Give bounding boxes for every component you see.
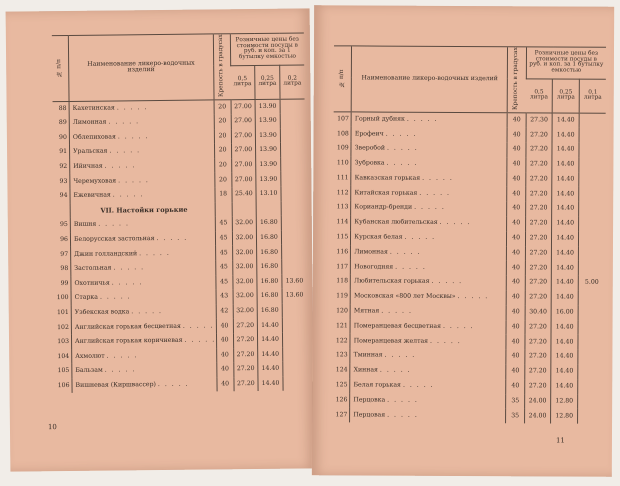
price-vol1: 27.20 [233,347,258,362]
table-row [333,156,605,172]
price-vol1: 32.00 [232,216,257,231]
product-name: Курская белая . . . . . [351,230,507,246]
page-number-left: 10 [47,423,57,432]
product-name: Старка . . . . . [71,290,216,306]
product-name: Лимонная . . . . . [69,114,214,130]
product-name: Застольная . . . . . [71,260,216,276]
strength-value: 20 [214,173,231,188]
price-vol2: 14.40 [551,320,578,335]
price-vol3 [579,217,605,232]
price-vol2: 14.40 [552,172,579,187]
price-vol3 [578,246,604,261]
strength-value: 20 [214,143,231,158]
strength-value: 40 [508,113,526,128]
table-row [333,274,605,290]
row-number: 111 [336,174,349,182]
table-row [334,112,606,128]
price-vol2: 14.40 [258,376,283,391]
price-vol3 [283,376,308,391]
header-name: Наименование ликеро-водочных изделий [351,46,508,113]
strength-value: 20 [214,100,231,115]
price-vol3 [579,231,605,246]
header-vol2: 0,25 литра [255,65,280,99]
price-vol1: 32.00 [232,260,257,275]
row-number: 97 [60,250,69,258]
product-name: Китайская горькая . . . . . [351,186,507,202]
price-vol1: 24.00 [524,409,550,424]
strength-value: 40 [507,216,525,231]
price-vol3 [281,186,306,201]
price-vol1: 27.20 [233,333,258,348]
price-vol2: 14.40 [552,157,579,172]
header-vol1: 0,5 литра [230,65,255,99]
table-row [332,348,604,364]
table-row [333,304,605,320]
strength-value: 40 [507,290,525,305]
product-name: Мятная . . . . . [350,304,506,320]
row-number: 98 [60,265,69,273]
header-prices: Розничные цены без стоимости посуды в руб. и коп. за 1 бутылку емкостью [526,47,606,79]
row-number: 106 [57,381,70,389]
price-vol1: 27.20 [526,142,552,157]
strength-value: 40 [507,187,525,202]
row-number: 115 [336,233,349,241]
table-row [333,141,605,157]
strength-value: 20 [214,114,231,129]
row-number: 126 [335,396,348,404]
price-vol3 [282,303,307,318]
product-name: Уральская . . . . . [69,144,214,160]
price-vol2: 16.00 [551,305,578,320]
strength-value: 40 [506,335,524,350]
strength-value: 20 [214,158,231,173]
price-vol1: 27.20 [525,261,551,276]
product-name: Кориандр-бренди . . . . . [351,201,507,217]
price-vol1: 27.20 [525,320,551,335]
price-vol3 [579,128,605,143]
price-vol3 [281,216,306,231]
price-vol3 [579,187,605,202]
row-number: 104 [57,352,70,360]
header-num: № п/п [52,35,69,101]
price-vol1: 27.20 [525,216,551,231]
price-vol1: 32.00 [233,289,258,304]
product-name: Лимонная . . . . . [351,245,507,261]
row-number: 110 [336,159,349,167]
price-vol3 [578,291,604,306]
strength-value: 40 [507,246,525,261]
strength-value: 40 [506,349,524,364]
header-vol2: 0,25 литра [552,79,579,113]
table-row [332,363,604,379]
row-number: 108 [336,129,349,137]
price-vol3: 13.60 [282,274,307,289]
price-vol2: 14.40 [258,347,283,362]
strength-value: 45 [216,275,233,290]
row-number: 125 [335,381,348,389]
row-number: 88 [58,104,67,112]
price-vol3 [578,365,604,380]
strength-value: 40 [506,379,524,394]
price-vol2: 14.40 [258,333,283,348]
product-name: Кахетинская . . . . . [69,100,214,116]
row-number: 95 [59,221,68,229]
table-row [332,393,604,409]
price-vol2: 16.80 [257,274,282,289]
price-vol1: 27.20 [525,246,551,261]
table-row [333,245,605,261]
row-number: 114 [336,218,349,226]
product-name: Английская горькая коричневая . . . . . [71,333,216,349]
header-num: № п/п [334,46,352,112]
table-row [334,127,606,143]
price-vol3 [281,172,306,187]
price-vol3 [280,143,305,158]
strength-value: 35 [506,409,524,424]
table-row [333,171,605,187]
price-vol3 [578,320,604,335]
price-vol2: 16.80 [257,260,282,275]
row-number: 118 [336,277,349,285]
strength-value: 40 [507,201,525,216]
price-vol3 [282,332,307,347]
strength-value: 40 [507,231,525,246]
table-row [333,186,605,202]
price-vol1: 30.40 [525,305,551,320]
row-number: 103 [57,338,70,346]
strength-value: 45 [215,246,232,261]
table-row [332,334,604,350]
price-vol2: 13.90 [255,114,280,129]
product-name: Кавказская горькая . . . . . [351,171,507,187]
product-name: Ахмолют . . . . . [72,348,217,364]
price-vol1: 32.00 [232,245,257,260]
strength-value: 35 [506,394,524,409]
price-vol3 [579,157,605,172]
row-number: 112 [336,189,349,197]
row-number: 116 [336,248,349,256]
row-number: 101 [56,308,69,316]
strength-value: 40 [507,157,525,172]
strength-value: 40 [216,319,233,334]
price-vol1: 27.20 [526,157,552,172]
price-vol2: 14.40 [552,216,579,231]
price-vol3 [283,362,308,377]
price-vol3 [578,305,604,320]
row-number: 124 [335,366,348,374]
strength-value: 42 [216,304,233,319]
table-row [333,319,605,335]
price-vol3: 5.00 [578,276,604,291]
strength-value: 20 [214,129,231,144]
product-name: Померанцевая бесцветная . . . . . [350,319,506,335]
product-name: Новогодняя . . . . . [351,260,507,276]
header-name: Наименование ликеро-водочных изделий [68,34,213,101]
row-number: 93 [59,177,68,185]
row-number: 91 [59,148,68,156]
price-vol1: 27.00 [231,129,256,144]
table-row [333,289,605,305]
header-strength: Крепость в градусах [508,47,527,113]
strength-value: 45 [215,216,232,231]
header-vol1: 0,5 литра [526,79,553,113]
price-vol1: 27.00 [231,158,256,173]
product-name: Черемуховая . . . . . [70,173,215,189]
product-name: Зубровка . . . . . [351,156,507,172]
price-vol1: 27.20 [525,349,551,364]
price-vol1: 27.20 [525,202,551,217]
row-number: 100 [56,294,69,302]
price-vol3 [280,128,305,143]
product-name: Белая горькая . . . . . [350,378,506,394]
price-vol2: 14.40 [552,202,579,217]
table-row [333,215,605,231]
price-vol3 [579,143,605,158]
price-vol2: 14.40 [258,362,283,377]
price-vol1: 27.20 [233,362,258,377]
strength-value: 40 [507,127,525,142]
price-vol3 [282,259,307,274]
price-vol1: 27.20 [525,364,551,379]
product-name: Перцовка . . . . . [350,393,506,409]
price-vol2: 13.90 [256,158,281,173]
product-name: Ерофеич . . . . . [351,127,507,143]
strength-value: 40 [507,142,525,157]
price-vol1: 24.00 [524,394,550,409]
price-vol2: 14.40 [551,335,578,350]
price-vol1: 32.00 [232,275,257,290]
row-number: 119 [336,292,348,300]
strength-value: 40 [217,377,234,392]
product-name: Белорусская застольная . . . . . [70,231,215,247]
price-vol2: 14.40 [257,318,282,333]
price-vol2: 14.40 [551,350,578,365]
price-vol3 [578,409,604,424]
price-vol3 [280,113,305,128]
price-vol2: 14.40 [551,290,578,305]
product-name: Хинная . . . . . [350,363,506,379]
price-vol2: 16.80 [257,245,282,260]
product-name: Померанцевая желтая . . . . . [350,334,506,350]
strength-value: 40 [506,364,524,379]
strength-value: 40 [216,348,233,363]
table-row [333,230,605,246]
product-name: Ийичная . . . . . [70,158,215,174]
strength-value: 18 [215,187,232,202]
price-vol1: 27.30 [526,113,552,128]
right-price-table [332,45,606,424]
strength-value: 45 [215,231,232,246]
price-vol1: 27.20 [525,275,551,290]
price-vol2: 14.40 [552,113,579,128]
left-page [6,8,315,471]
price-vol2: 16.80 [257,289,282,304]
price-vol3: 13.60 [282,289,307,304]
product-name: Охотничья . . . . . [71,275,216,291]
price-vol2: 14.40 [552,187,579,202]
price-vol2: 16.80 [256,216,281,231]
table-row [332,378,604,394]
price-vol3 [283,347,308,362]
product-name: Горный дубняк . . . . . [351,112,507,128]
price-vol1: 27.20 [234,377,259,392]
product-name: Джин голландский . . . . . [71,246,216,262]
right-page [312,5,614,477]
row-number: 89 [58,119,67,127]
price-vol3 [282,245,307,260]
price-vol1: 27.00 [231,172,256,187]
price-vol2: 14.40 [551,364,578,379]
header-vol3: 0,2 литра [280,65,305,99]
strength-value: 40 [507,172,525,187]
price-vol1: 27.20 [525,231,551,246]
row-number: 102 [57,323,69,331]
price-vol2: 16.80 [257,303,282,318]
table-row [333,260,605,276]
price-vol2: 14.40 [551,276,578,291]
price-vol2: 13.90 [256,172,281,187]
left-price-table [52,32,308,393]
price-vol3 [579,172,605,187]
price-vol2: 16.80 [256,230,281,245]
price-vol2: 14.40 [552,128,579,143]
price-vol3 [579,202,605,217]
strength-value: 40 [507,305,525,320]
strength-value: 45 [215,260,232,275]
price-vol3 [579,113,605,128]
price-vol2: 14.40 [552,231,579,246]
price-vol3 [281,230,306,245]
product-name: Любительская горькая . . . . . [351,275,507,291]
price-vol1: 32.00 [233,304,258,319]
product-name: Вишня . . . . . [70,217,215,233]
product-name: Московская «800 лет Москвы» . . . . . [350,289,506,305]
strength-value: 43 [216,289,233,304]
row-number: 127 [335,410,348,419]
table-row [332,408,604,424]
price-vol3 [280,99,305,114]
row-number: 92 [59,162,68,171]
row-number: 99 [60,279,69,287]
section-heading: VII. Настойки горькие [70,202,215,218]
price-vol2: 12.80 [551,394,578,409]
page-number-right: 11 [555,436,565,445]
row-number: 123 [335,351,348,359]
strength-value: 40 [216,333,233,348]
row-number: 117 [336,263,349,271]
strength-value: 40 [506,320,524,335]
product-name: Облепиховая . . . . . [69,129,214,145]
row-number: 120 [336,307,348,315]
product-name: Ежевичная . . . . . [70,187,215,203]
strength-value: 40 [507,261,525,276]
product-name: Тминная . . . . . [350,349,506,365]
price-vol2: 13.90 [256,143,281,158]
price-vol1: 27.20 [526,128,552,143]
price-vol1: 27.20 [526,172,552,187]
price-vol3 [281,157,306,172]
product-name: Кубанская любительская . . . . . [351,215,507,231]
price-vol1: 27.20 [525,335,551,350]
product-name: Вишневая (Киршвассер) . . . . . [72,377,217,393]
header-vol3: 0,1 литра [579,79,606,113]
price-vol1: 27.20 [524,379,550,394]
price-vol1: 27.20 [525,187,551,202]
product-name: Английская горькая бесцветная . . . . . [71,319,216,335]
row-number: 121 [335,322,348,330]
price-vol3 [282,318,307,333]
row-number: 107 [337,115,349,123]
price-vol2: 14.40 [552,142,579,157]
row-number: 90 [58,133,67,141]
product-name: Перцовая . . . . . [350,408,506,424]
row-number: 122 [335,336,348,345]
price-vol1: 27.00 [231,143,256,158]
row-number: 113 [336,203,349,211]
table-row [333,201,605,217]
price-vol1: 27.20 [525,290,551,305]
price-vol1: 27.20 [233,318,258,333]
price-vol2: 12.80 [551,409,578,424]
price-vol1: 25.40 [232,187,257,202]
price-vol3 [578,335,604,350]
row-number: 105 [57,367,70,375]
price-vol2: 13.90 [255,128,280,143]
strength-value: 40 [216,362,233,377]
price-vol3 [578,261,604,276]
price-vol1: 27.00 [231,114,256,129]
strength-value: 40 [507,275,525,290]
product-name: Зверобой . . . . . [351,141,507,157]
header-prices: Розничные цены без стоимости посуды в руб. и коп. за 1 бутылку емкостью [230,33,304,66]
price-vol2: 13.90 [255,99,280,114]
price-vol2: 14.40 [551,379,578,394]
price-vol3 [578,350,604,365]
product-name: Бальзам . . . . . [72,363,217,379]
row-number: 96 [60,235,69,243]
table-row [55,376,307,393]
row-number: 109 [336,144,349,152]
header-strength: Крепость в градусах [213,34,231,100]
price-vol2: 13.10 [256,187,281,202]
price-vol3 [578,394,604,409]
price-vol2: 14.40 [551,261,578,276]
price-vol3 [578,379,604,394]
price-vol1: 27.00 [231,99,256,114]
price-vol1: 32.00 [232,231,257,246]
product-name: Узбекская водка . . . . . [71,304,216,320]
price-vol2: 14.40 [552,246,579,261]
row-number: 94 [59,192,68,200]
